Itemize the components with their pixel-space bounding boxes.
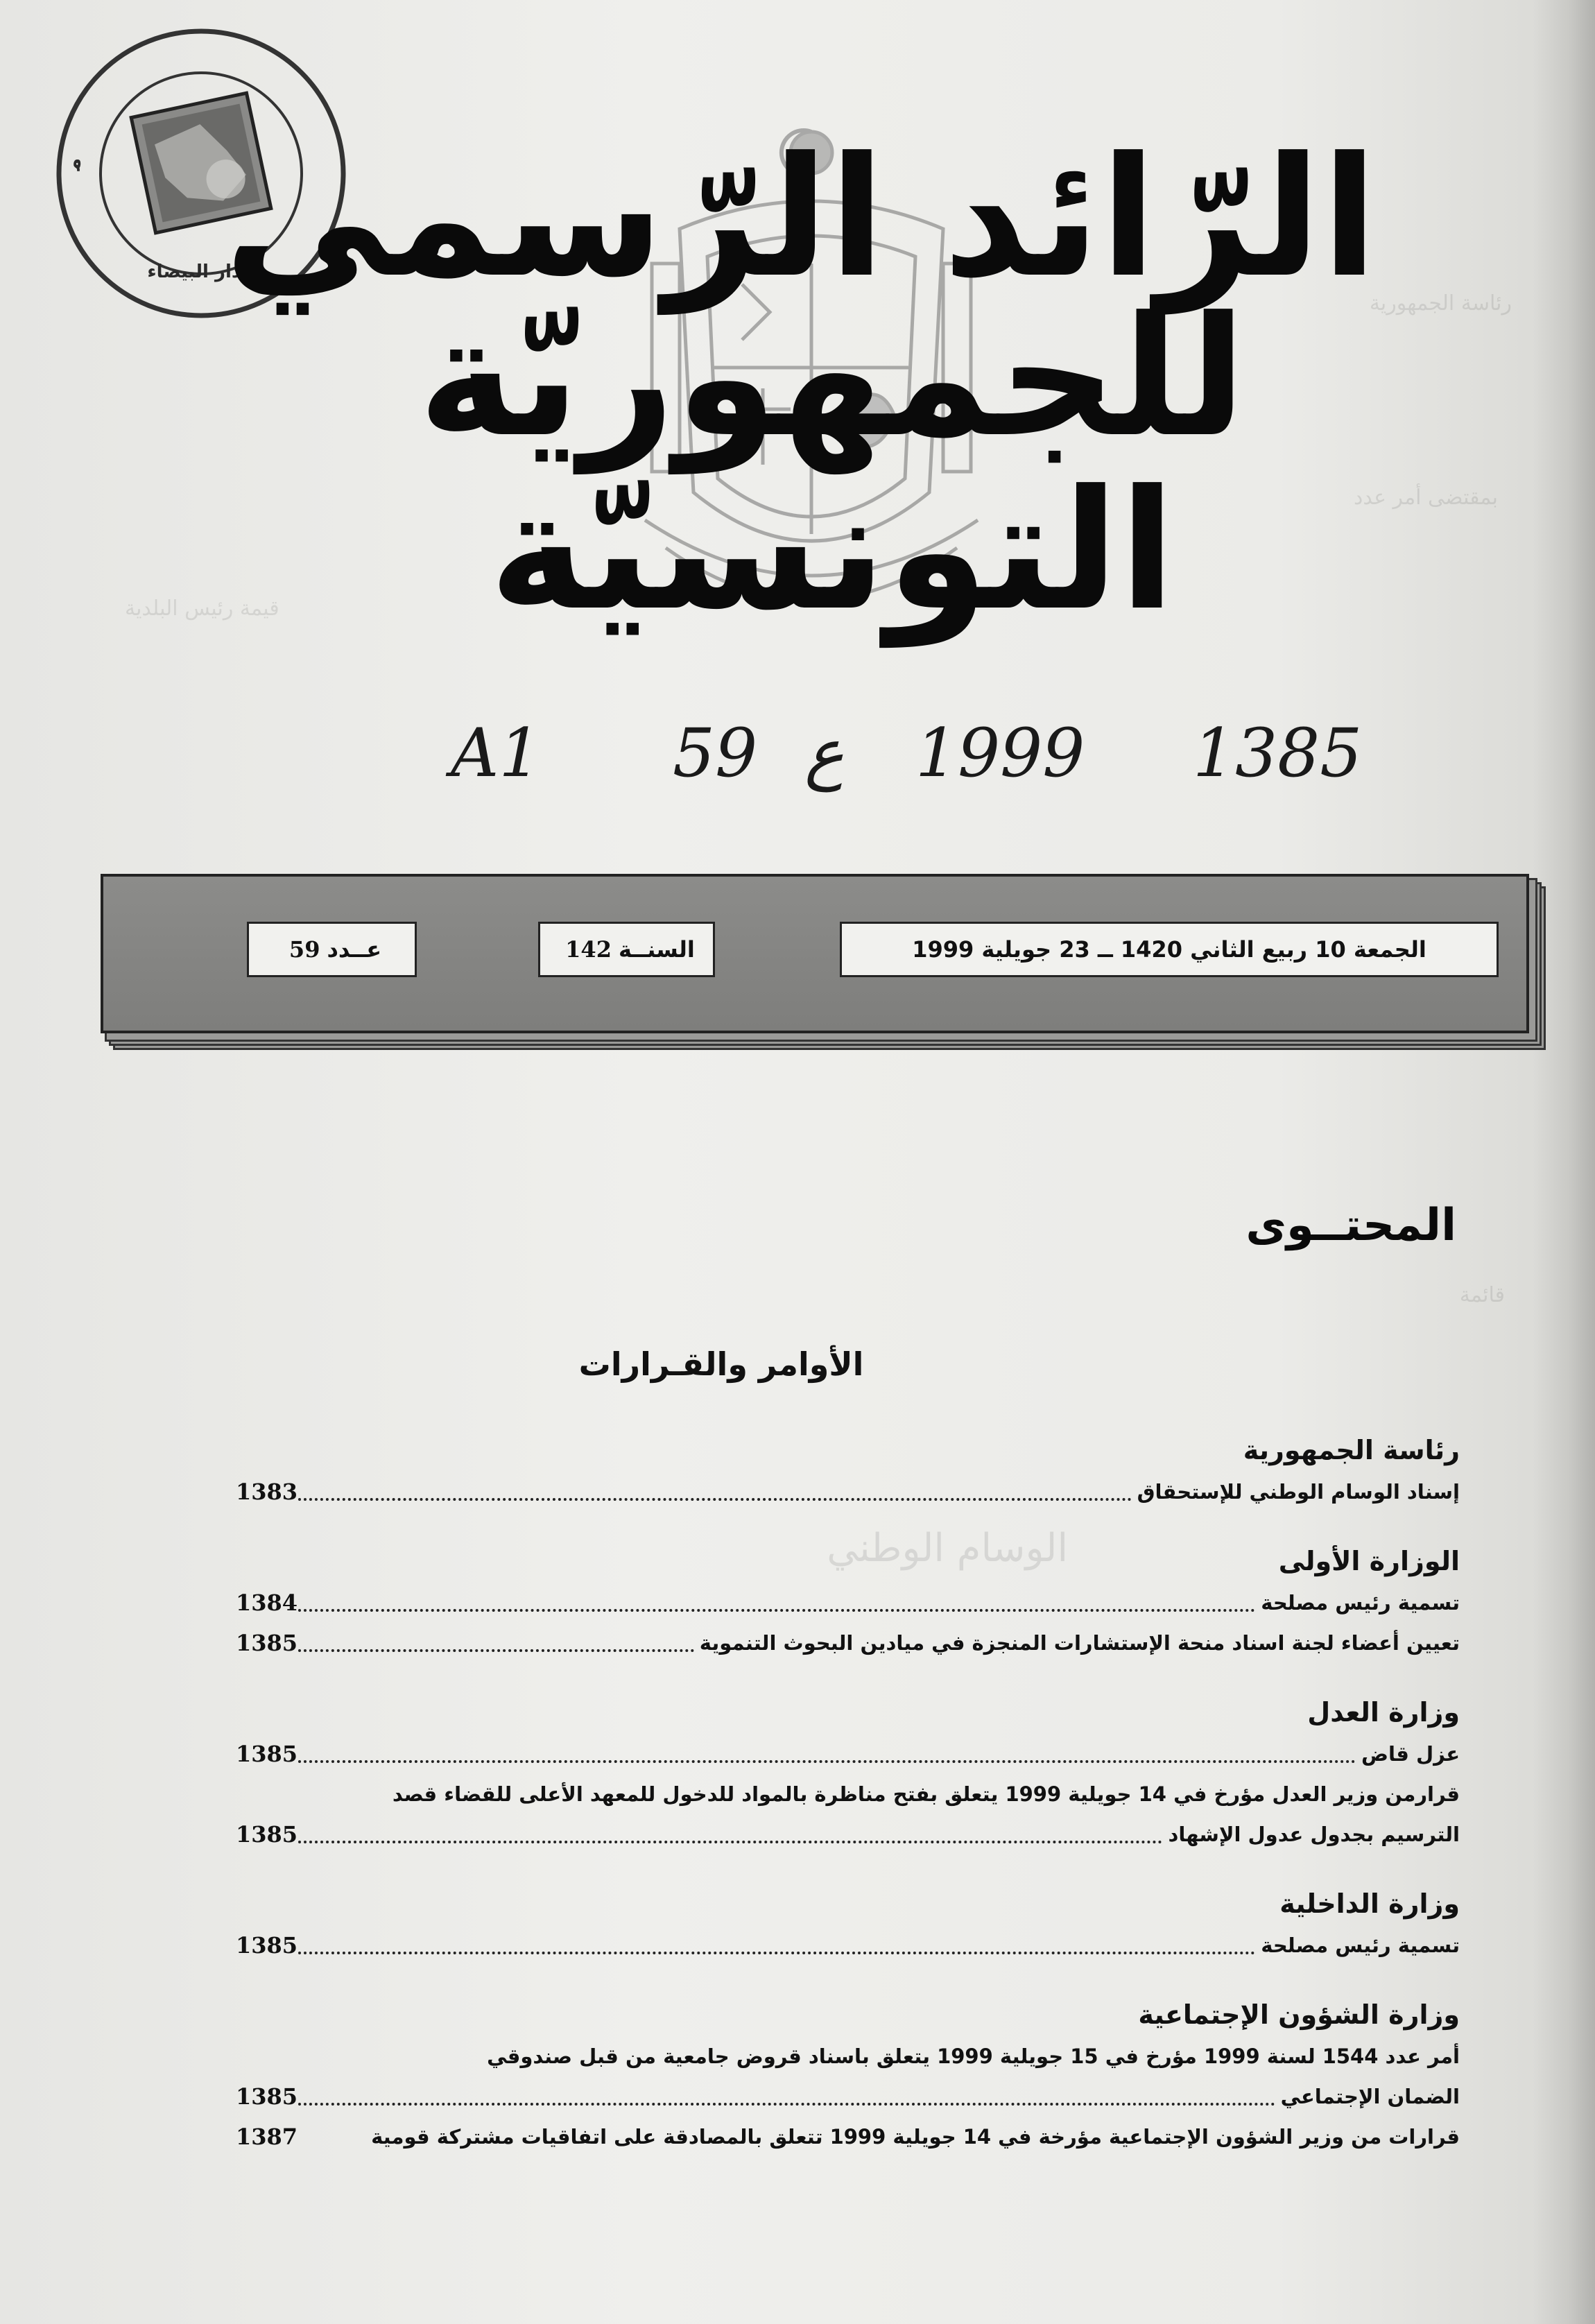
handwritten-catalog-note	[444, 714, 1415, 798]
toc-entry-text-line1: قرارمن وزير العدل مؤرخ في 14 جويلية 1999 يتعلق بفتح مناظرة بالمواد للدخول للمعهد الأعلى للقضاء قصد	[392, 1782, 1460, 1806]
page-edge-shadow	[1533, 0, 1595, 2324]
handnote-code: A1	[451, 714, 542, 792]
bleed-through: رئاسة الجمهورية	[1369, 291, 1512, 316]
toc-entry-text: تسمية رئيس مصلحة	[1261, 1591, 1460, 1615]
toc-entry-text: قرارات من وزير الشؤون الإجتماعية مؤرخة في 14 جويلية 1999 تتعلق بالمصادقة على اتفاقيات مشتركة قومية	[371, 2125, 1460, 2149]
issue-label: عــدد	[327, 936, 382, 963]
bleed-through: قيمة رئيس البلدية	[125, 596, 279, 621]
stamp-text: م	[60, 157, 87, 172]
toc-page-number: 1385	[236, 1821, 298, 1848]
toc-entry[interactable]	[236, 2117, 1460, 2157]
date-box	[840, 922, 1499, 977]
dot-leader	[298, 1760, 1356, 1763]
issue-box	[247, 922, 417, 977]
toc-gap	[291, 1512, 1460, 1540]
toc-page-number: 1385	[236, 1932, 298, 1959]
handnote-year: 1999	[915, 714, 1085, 792]
issue-date: الجمعة 10 ربيع الثاني 1420 ــ 23 جويلية 1999	[912, 936, 1426, 963]
year-box	[538, 922, 715, 977]
toc-entry[interactable]	[236, 1623, 1460, 1663]
toc-page-number: 1385	[236, 2083, 298, 2110]
toc-page-number: 1385	[236, 1630, 298, 1656]
toc-entry-text: الترسيم بجدول عدول الإشهاد	[1168, 1823, 1460, 1846]
masthead	[208, 122, 1456, 647]
banner-panel	[101, 874, 1529, 1033]
dot-leader	[298, 1498, 1132, 1501]
stamp-city: الدار البيضاء	[147, 261, 255, 282]
issue-value: 59	[288, 936, 320, 963]
year-value: 142	[565, 936, 612, 963]
dot-leader	[298, 1841, 1162, 1843]
ministry-heading: وزارة الشؤون الإجتماعية	[1138, 1999, 1460, 2030]
toc-entry-text: تسمية رئيس مصلحة	[1261, 1934, 1460, 1957]
ministry-heading: رئاسة الجمهورية	[1243, 1435, 1460, 1465]
dot-leader	[298, 2103, 1275, 2106]
dot-leader	[298, 1952, 1255, 1954]
year-label: السنــة	[618, 936, 695, 963]
dot-leader	[298, 1609, 1255, 1612]
handnote-letter: ع	[804, 714, 845, 792]
toc-entry-text: تعيين أعضاء لجنة اسناد منحة الإستشارات المنجزة في ميادين البحوث التنموية	[699, 1631, 1460, 1655]
toc-gap	[291, 1854, 1460, 1882]
toc-page-number: 1385	[236, 1741, 298, 1767]
toc-entry-text: عزل قاض	[1361, 1742, 1460, 1766]
toc-entry[interactable]	[236, 2036, 1460, 2117]
issue-banner	[101, 874, 1543, 1047]
bleed-through: بمقتضى أمر عدد	[1354, 485, 1498, 510]
toc-page-number: 1384	[236, 1590, 298, 1616]
toc-entry[interactable]	[236, 1583, 1460, 1623]
ministry-heading: الوزارة الأولى	[1278, 1546, 1460, 1576]
bleed-through: الوسام الوطني	[827, 1526, 1068, 1571]
toc-page-number: 1387	[236, 2124, 298, 2150]
toc-gap	[291, 1965, 1460, 1993]
dot-leader	[298, 1649, 694, 1652]
toc-entry-text-line1: أمر عدد 1544 لسنة 1999 مؤرخ في 15 جويلية 1999 يتعلق باسناد قروض جامعية من قبل صندوقي	[487, 2045, 1460, 2068]
bleed-through: قائمة	[1459, 1283, 1505, 1307]
handnote-issue: 59	[673, 714, 758, 792]
toc-entry[interactable]	[236, 1774, 1460, 1854]
toc-entry-text: إسناد الوسام الوطني للإستحقاق	[1137, 1480, 1460, 1504]
ministry-heading: وزارة الداخلية	[1279, 1888, 1460, 1919]
toc-entry-lastline	[236, 2076, 1460, 2117]
masthead-title-line2: للجمهوريّة التونسيّة	[417, 281, 1247, 647]
table-of-contents	[236, 1429, 1460, 2157]
section-title-decrees: الأوامر والقـرارات	[578, 1345, 864, 1383]
toc-entry[interactable]	[236, 1734, 1460, 1774]
toc-entry-lastline	[236, 1814, 1460, 1854]
toc-gap	[291, 1663, 1460, 1691]
contents-title: المحتــوى	[1245, 1200, 1456, 1251]
toc-entry-text: الضمان الإجتماعي	[1280, 2085, 1460, 2108]
toc-page-number: 1383	[236, 1479, 298, 1505]
ministry-heading: وزارة العدل	[1307, 1697, 1460, 1728]
toc-entry[interactable]	[236, 1472, 1460, 1512]
handnote-page: 1385	[1193, 714, 1363, 792]
masthead-title-line1: الرّائد الرّسمي	[224, 122, 1378, 314]
toc-entry[interactable]	[236, 1925, 1460, 1965]
